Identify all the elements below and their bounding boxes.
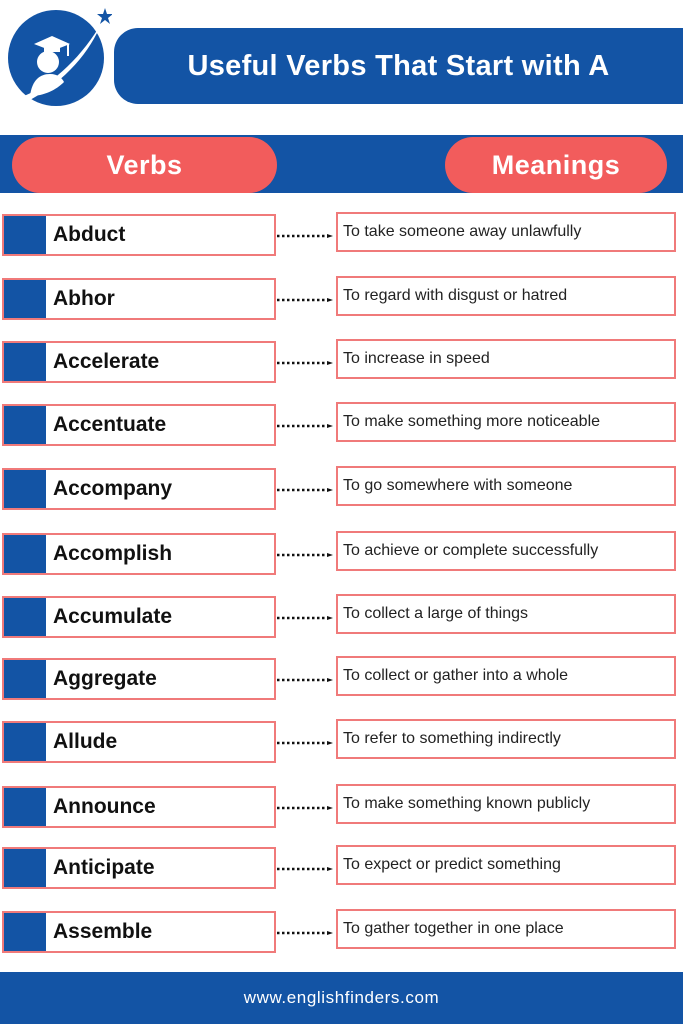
verb-row bbox=[0, 404, 683, 448]
verb-box bbox=[2, 341, 276, 383]
blue-square-marker bbox=[4, 788, 46, 826]
verb-meaning: To make something more noticeable bbox=[343, 413, 601, 430]
dotted-arrow-icon bbox=[277, 678, 333, 682]
verb-row bbox=[0, 658, 683, 702]
verb-word: Aggregate bbox=[53, 667, 157, 690]
verb-meaning: To collect or gather into a whole bbox=[343, 667, 569, 684]
verb-word: Allude bbox=[53, 730, 118, 753]
verb-meaning: To gather together in one place bbox=[343, 920, 564, 937]
meaning-box bbox=[336, 531, 676, 571]
verb-row bbox=[0, 468, 683, 512]
verb-row bbox=[0, 786, 683, 830]
blue-square-marker bbox=[4, 598, 46, 636]
blue-square-marker bbox=[4, 660, 46, 698]
verb-word: Accomplish bbox=[53, 542, 173, 565]
verb-word: Anticipate bbox=[53, 856, 155, 879]
title-banner bbox=[114, 28, 683, 104]
website-link[interactable]: www.englishfinders.com bbox=[243, 988, 440, 1007]
dotted-arrow-icon bbox=[277, 488, 333, 492]
verb-box bbox=[2, 847, 276, 889]
meaning-box bbox=[336, 909, 676, 949]
verb-word: Assemble bbox=[53, 920, 153, 943]
verb-box bbox=[2, 404, 276, 446]
verbs-column-header bbox=[12, 137, 277, 193]
verb-row bbox=[0, 847, 683, 891]
meaning-box bbox=[336, 339, 676, 379]
blue-square-marker bbox=[4, 406, 46, 444]
verb-word: Announce bbox=[53, 795, 156, 818]
verb-row bbox=[0, 214, 683, 258]
verb-meaning: To make something known publicly bbox=[343, 795, 591, 812]
verb-box bbox=[2, 278, 276, 320]
verb-word: Abduct bbox=[53, 223, 126, 246]
verb-word: Accentuate bbox=[53, 413, 167, 436]
verb-meaning: To go somewhere with someone bbox=[343, 477, 573, 494]
footer-bar bbox=[0, 972, 683, 1024]
verb-meaning: To collect a large of things bbox=[343, 605, 528, 622]
dotted-arrow-icon bbox=[277, 361, 333, 365]
blue-square-marker bbox=[4, 343, 46, 381]
meaning-box bbox=[336, 594, 676, 634]
dotted-arrow-icon bbox=[277, 806, 333, 810]
blue-square-marker bbox=[4, 470, 46, 508]
meaning-box bbox=[336, 784, 676, 824]
meaning-box bbox=[336, 466, 676, 506]
meaning-box bbox=[336, 656, 676, 696]
verb-meaning: To refer to something indirectly bbox=[343, 730, 561, 747]
verb-box bbox=[2, 658, 276, 700]
meaning-box bbox=[336, 402, 676, 442]
verb-row bbox=[0, 533, 683, 577]
verb-meaning: To expect or predict something bbox=[343, 856, 561, 873]
verb-meaning: To take someone away unlawfully bbox=[343, 223, 582, 240]
dotted-arrow-icon bbox=[277, 234, 333, 238]
verb-row bbox=[0, 278, 683, 322]
verb-row bbox=[0, 341, 683, 385]
verb-row bbox=[0, 721, 683, 765]
verb-word: Accompany bbox=[53, 477, 173, 500]
verbs-header-label: Verbs bbox=[106, 149, 183, 180]
verb-word: Abhor bbox=[53, 287, 115, 310]
blue-square-marker bbox=[4, 849, 46, 887]
verb-box bbox=[2, 786, 276, 828]
verb-word: Accelerate bbox=[53, 350, 160, 373]
meanings-column-header bbox=[445, 137, 667, 193]
meanings-header-label: Meanings bbox=[491, 149, 621, 180]
dotted-arrow-icon bbox=[277, 741, 333, 745]
dotted-arrow-icon bbox=[277, 424, 333, 428]
dotted-arrow-icon bbox=[277, 298, 333, 302]
verb-box bbox=[2, 721, 276, 763]
blue-square-marker bbox=[4, 280, 46, 318]
graduate-logo-icon bbox=[4, 4, 112, 108]
dotted-arrow-icon bbox=[277, 931, 333, 935]
blue-square-marker bbox=[4, 723, 46, 761]
verb-row bbox=[0, 596, 683, 640]
verb-box bbox=[2, 468, 276, 510]
meaning-box bbox=[336, 276, 676, 316]
meaning-box bbox=[336, 719, 676, 759]
verb-word: Accumulate bbox=[53, 605, 173, 628]
verb-meaning: To regard with disgust or hatred bbox=[343, 287, 568, 304]
meaning-box bbox=[336, 212, 676, 252]
blue-square-marker bbox=[4, 216, 46, 254]
dotted-arrow-icon bbox=[277, 616, 333, 620]
verb-meaning: To achieve or complete successfully bbox=[343, 542, 599, 559]
dotted-arrow-icon bbox=[277, 867, 333, 871]
page-title: Useful Verbs That Start with A bbox=[187, 49, 610, 82]
verb-meaning: To increase in speed bbox=[343, 350, 490, 367]
verb-box bbox=[2, 533, 276, 575]
meaning-box bbox=[336, 845, 676, 885]
dotted-arrow-icon bbox=[277, 553, 333, 557]
verb-box bbox=[2, 596, 276, 638]
verb-box bbox=[2, 911, 276, 953]
verb-box bbox=[2, 214, 276, 256]
verb-row bbox=[0, 911, 683, 955]
blue-square-marker bbox=[4, 535, 46, 573]
blue-square-marker bbox=[4, 913, 46, 951]
